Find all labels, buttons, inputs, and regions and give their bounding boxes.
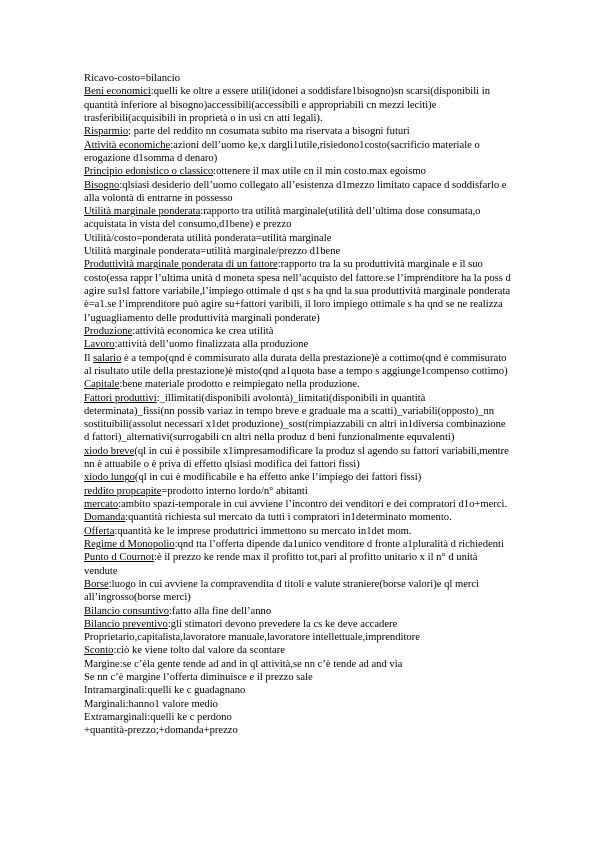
text-line bbox=[84, 152, 544, 165]
document-body bbox=[84, 72, 544, 738]
text-line bbox=[84, 698, 544, 711]
text-line bbox=[84, 498, 544, 511]
term-heading: Principio edonistico o classico bbox=[84, 166, 214, 178]
text-line bbox=[84, 258, 544, 271]
line-text: :è il prezzo ke rende max il profitto tot,pari al profitto unitario x il n° d unità bbox=[154, 552, 478, 564]
term-heading: Bilancio consuntivo bbox=[84, 605, 170, 617]
line-text: :bene materiale prodotto e reimpiegato nella produzione. bbox=[119, 379, 360, 391]
term-heading: xiodo lungo bbox=[84, 472, 135, 484]
line-text: quantità inferiore al bisogno)accessibili(accessibili e appropriabili cn mezzi leciti)e bbox=[84, 99, 437, 111]
line-text: :quantità richiesta sul mercato da tutti i compratori in1determinato momento. bbox=[125, 512, 452, 524]
text-line bbox=[84, 445, 544, 458]
term-heading: Bilancio preventivo bbox=[84, 618, 168, 630]
line-text: :rapporto tra utilità marginale(utilità dell’ultima dose consumata,o bbox=[200, 206, 481, 218]
line-text: :_illimitati(disponibili avolontà)_limitati(disponibili in quantità bbox=[156, 392, 426, 404]
line-text: :quantità ke le imprese produttrici immettono su mercato in1det mom. bbox=[114, 525, 412, 537]
line-text: Ricavo-costo=bilancio bbox=[84, 73, 180, 84]
line-text: all’ingrosso(borse merci) bbox=[84, 592, 191, 604]
line-text: Utilità marginale ponderata=utilità marginale/prezzo d1bene bbox=[84, 246, 341, 258]
term-heading: Offerta bbox=[84, 525, 115, 537]
text-line bbox=[84, 325, 544, 338]
line-text: :qnd tta l’offerta dipende da1unico venditore d fronte a1pluralità d richiedenti bbox=[174, 538, 504, 550]
term-heading: salario bbox=[93, 352, 122, 364]
term-heading: Punto d Cournot bbox=[84, 552, 155, 564]
text-line bbox=[84, 658, 544, 671]
line-text: Proprietario,capitalista,lavoratore manuale,lavoratore intellettuale,imprenditore bbox=[84, 632, 420, 644]
term-heading: reddito propcapite bbox=[84, 485, 162, 497]
line-text: :gli stimatori devono prevedere la cs ke deve accadere bbox=[167, 618, 398, 630]
text-line bbox=[84, 72, 544, 85]
text-line bbox=[84, 538, 544, 551]
text-line bbox=[84, 365, 544, 378]
text-line bbox=[84, 285, 544, 298]
text-line bbox=[84, 471, 544, 484]
line-text: :ciò ke viene tolto dal valore da scontare bbox=[113, 645, 285, 657]
line-text: Margine:se c’èla gente tende ad and in ql attività,se nn c’è tende ad and via bbox=[84, 658, 403, 670]
text-line bbox=[84, 671, 544, 684]
text-line bbox=[84, 99, 544, 112]
term-heading: Attività economiche bbox=[84, 139, 171, 151]
text-line bbox=[84, 591, 544, 604]
line-text: :qlsiasi desiderio dell’uomo collegato all’esistenza d1mezzo limitato capace d soddisfarlo e bbox=[119, 179, 507, 191]
text-line bbox=[84, 631, 544, 644]
line-text: :luogo in cui avviene la compravendita d titoli e valute straniere(borse valori)e ql merci bbox=[108, 578, 480, 590]
line-text: l’uguagliamento delle produttività marginali ponderate) bbox=[84, 312, 320, 324]
text-line bbox=[84, 272, 544, 285]
line-text: vendute bbox=[84, 565, 118, 577]
line-text: d fattori)_alternativi(surrogabili cn altri nella produz d beni funzionalmente equvalenti) bbox=[84, 432, 455, 444]
term-heading: Domanda bbox=[84, 512, 126, 524]
line-text: nn è attuabile o è priva di effetto qlsiasi modifica dei fattori fissi) bbox=[84, 459, 360, 471]
text-line bbox=[84, 85, 544, 98]
line-text: Extramarginali:quelli ke c perdono bbox=[84, 712, 232, 723]
term-heading: Regime d Monopolio bbox=[84, 538, 175, 550]
text-line bbox=[84, 578, 544, 591]
text-line bbox=[84, 298, 544, 311]
term-heading: Beni economici bbox=[84, 86, 151, 98]
text-line bbox=[84, 618, 544, 631]
line-text: Intramarginali:quelli ke c guadagnano bbox=[84, 685, 246, 697]
text-line bbox=[84, 711, 544, 724]
text-line bbox=[84, 525, 544, 538]
term-heading: Risparmio bbox=[84, 126, 129, 138]
line-text: determinata)_fissi(nn possib variaz in tempo breve e graduale ma a scatti)_variabili(opposto)_nn bbox=[84, 405, 495, 417]
line-text: sostituibili(assolut necessari x1det produzione)_sost(rimpiazzabili cn altri in1diversa combinazione bbox=[84, 419, 506, 431]
text-line bbox=[84, 605, 544, 618]
term-heading: Lavoro bbox=[84, 339, 115, 351]
line-text: : parte del reddito nn cosumata subito ma riservata a bisogni futuri bbox=[128, 126, 410, 138]
text-line bbox=[84, 551, 544, 564]
text-line bbox=[84, 644, 544, 657]
term-heading: Sconto bbox=[84, 645, 114, 657]
text-line bbox=[84, 511, 544, 524]
text-line bbox=[84, 684, 544, 697]
line-text: :attività dell’uomo finalizzata alla produzione bbox=[114, 339, 309, 351]
line-text: agire su1sl fattore variabile,l’impiego ottimale d qst s ha qnd la sua produttività marginale ponderata bbox=[84, 286, 511, 297]
line-text: è=a1.se l’imprenditore può agire su+fattori varibili, il loro impiego ottimale s ha qnd se ne realizza bbox=[84, 299, 503, 311]
text-line bbox=[84, 485, 544, 498]
text-line bbox=[84, 312, 544, 325]
line-text: trasferibili(acquisibili in proprietà o in usi cn atti legali). bbox=[84, 112, 323, 124]
term-heading: mercato bbox=[84, 499, 119, 510]
text-line bbox=[84, 139, 544, 152]
text-line bbox=[84, 378, 544, 391]
term-heading: Produttività marginale ponderata di un fattore bbox=[84, 259, 278, 271]
text-line bbox=[84, 192, 544, 205]
text-line bbox=[84, 458, 544, 471]
text-line bbox=[84, 431, 544, 444]
term-heading: Fattori produttivi bbox=[84, 392, 157, 404]
text-line bbox=[84, 405, 544, 418]
text-line bbox=[84, 232, 544, 245]
text-line bbox=[84, 392, 544, 405]
text-line bbox=[84, 352, 544, 365]
line-text: +quantità-prezzo;+domanda+prezzo bbox=[84, 725, 238, 737]
text-line bbox=[84, 724, 544, 737]
line-text: :azioni dell’uomo ke,x dargli1utile,risiedono1costo(sacrificio materiale o bbox=[170, 139, 480, 151]
line-text: Marginali:hanno1 valore medio bbox=[84, 698, 218, 710]
line-text: è a tempo(qnd è commisurato alla durata della prestazione)è a cottimo(qnd è commisurato bbox=[121, 352, 507, 364]
line-text: :attività economica ke crea utilità bbox=[132, 325, 274, 337]
text-line bbox=[84, 165, 544, 178]
line-text: acquistata in vista del consumo,d1bene) e prezzo bbox=[84, 219, 292, 231]
line-text: Se nn c’è margine l’offerta diminuisce e il prezzo sale bbox=[84, 672, 313, 684]
text-line bbox=[84, 125, 544, 138]
line-text: erogazione d1somma d denaro) bbox=[84, 152, 218, 164]
line-text: Utilità/costo=ponderata utilità ponderata=utilità marginale bbox=[84, 232, 332, 244]
text-line bbox=[84, 205, 544, 218]
text-line bbox=[84, 418, 544, 431]
line-text: :fatto alla fine dell’anno bbox=[169, 605, 272, 617]
line-text: :quelli ke oltre a essere utili(idonei a soddisfare1bisogno)sn scarsi(disponibili in bbox=[150, 86, 491, 98]
term-heading: Utilità marginale ponderata bbox=[84, 206, 201, 218]
term-heading: Capitale bbox=[84, 379, 120, 391]
line-text: (ql in cui è possibile x1impresamodificare la produz sl agendo su fattori variabili,mentre bbox=[134, 445, 509, 457]
text-line bbox=[84, 112, 544, 125]
line-text: (ql in cui è modificabile e ha effetto anke l’impiego dei fattori fissi) bbox=[134, 472, 422, 484]
line-prefix: Il bbox=[84, 352, 94, 364]
line-text: alla volontà di entrarne in possesso bbox=[84, 192, 233, 204]
line-text: costo(essa rappr l’ultima unità d moneta spesa nell’acquisto del fattore.se l’imprenditore ha la poss d bbox=[84, 272, 511, 284]
text-line bbox=[84, 565, 544, 578]
line-text: :ambito spazi-temporale in cui avviene l’incontro dei venditori e dei compratori d1o+merci. bbox=[118, 499, 508, 510]
term-heading: xiodo breve bbox=[84, 445, 135, 457]
line-text: =prodotto interno lordo/n° abitanti bbox=[161, 485, 308, 497]
line-text: :rapporto tra la su produttività marginale e il suo bbox=[277, 259, 483, 271]
line-text: :ottenere il max utile cn il min costo.max egoismo bbox=[213, 166, 426, 178]
text-line bbox=[84, 179, 544, 192]
term-heading: Bisogno bbox=[84, 179, 120, 191]
text-line bbox=[84, 245, 544, 258]
term-heading: Borse bbox=[84, 578, 109, 590]
text-line bbox=[84, 218, 544, 231]
line-text: al risultato utile della prestazione)è misto(qnd a1quota base a tempo s aggiunge1compenso cottimo) bbox=[84, 365, 508, 377]
text-line bbox=[84, 338, 544, 351]
term-heading: Produzione bbox=[84, 325, 133, 337]
